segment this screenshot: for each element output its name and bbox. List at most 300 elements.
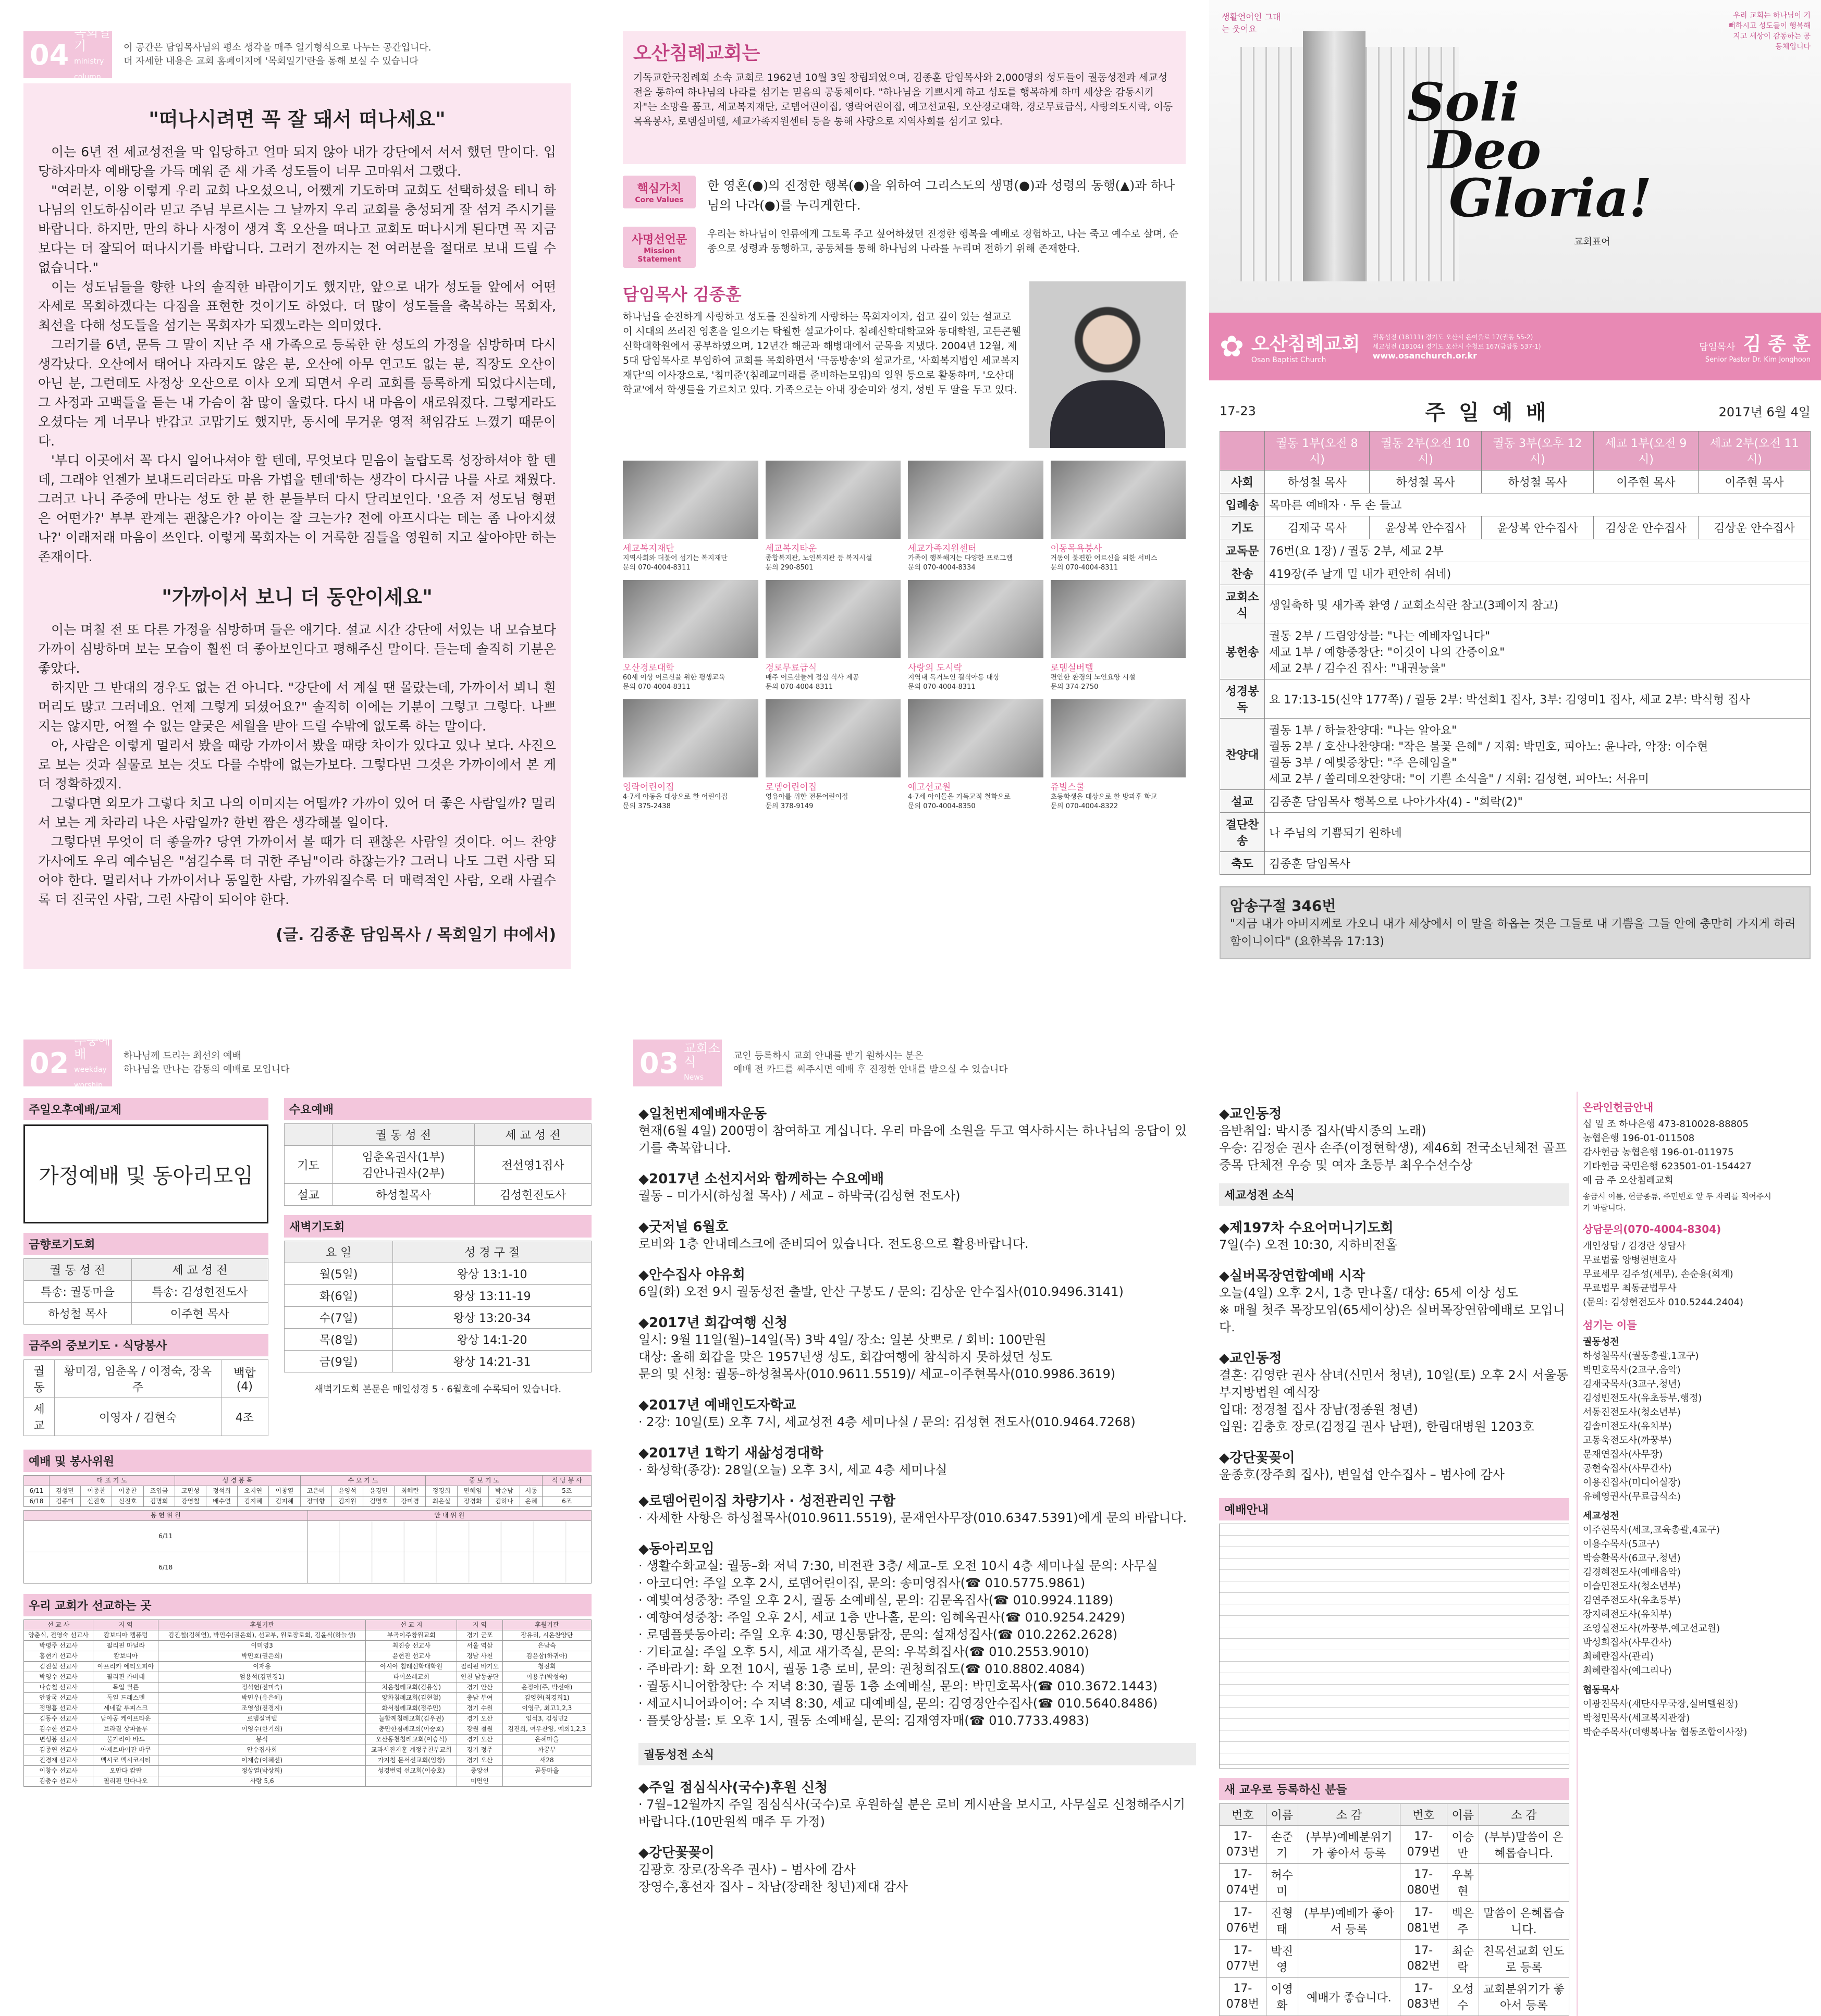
- dawn-cell: 목(8일): [285, 1329, 393, 1351]
- duty-cell: 배수연: [206, 1496, 237, 1507]
- service-cell: [1265, 624, 1811, 679]
- news-title: ◆주일 점심식사(국수)후원 신청: [638, 1780, 828, 1796]
- ministry-name: 이동목욕봉사: [1050, 543, 1102, 554]
- duty-cell: 김지혜: [238, 1496, 269, 1507]
- staff-group-3: 협동목사: [1583, 1685, 1619, 1696]
- dawn-row: [285, 1285, 592, 1307]
- mission-cell: 로뎀실버텔: [158, 1714, 366, 1724]
- wednesday-cell: 전선영1집사: [474, 1146, 591, 1184]
- staff-header: 섬기는 이들: [1583, 1319, 1637, 1331]
- duty-cell: 김지혜: [269, 1496, 300, 1507]
- new-member-cell: 17-074번: [1220, 1864, 1266, 1902]
- mission-cell: 강원 철원: [457, 1724, 502, 1735]
- counsel-item: 무료법률 양병현변호사: [1583, 1255, 1677, 1266]
- ministry-photo: [1051, 580, 1186, 658]
- mission-row: [24, 1735, 592, 1745]
- staff-item: 조영실전도사(까꿍부,예고선교원): [1583, 1623, 1720, 1634]
- mission-cell: [502, 1776, 591, 1787]
- service-cell: 하성철 목사: [1370, 471, 1482, 493]
- new-member-cell: 말씀이 은혜롭습니다.: [1479, 1902, 1569, 1940]
- duty-cell: 오지연: [238, 1486, 269, 1496]
- news-list: [638, 1103, 1196, 1729]
- new-member-cell: 이영화: [1266, 1978, 1298, 2016]
- news-body: · 생활수화교실: 궐동–화 저녁 7:30, 비전관 3층/ 세교–토 오전 10시 4층 세미나실 문의: 사무실 · 아코디언: 주일 오후 2시, 로뎀어린이집, 문의: 송미영집사(☎ 010.5775.9861) · 예빛여성중창: 주일 오후 2시, 궐동 소예배실, 문의: 김문옥집사(☎ 010.9924.1189) · 예향여성중창: 주일 오후 2시, 세교 1층 만나홀, 문의: 임혜옥권사(☎ 010.9254.2429) · 로뎀플룻동아리: 주일 오후 4:30, 명신통닭장, 문의: 설재성집사(☎ 010.2262.2628) · 기타교실: 주일 오후 5시, 세교 새가족실, 문의: 우복희집사(☎ 010.2553.9010) · 주바라기: 화 오전 10시, 궐동 1층 로비, 문의: 권청희집도(☎ 010.8802.4084) · 궐동시니어합창단: 수 저녁 8:30, 궐동 1층 소예배실, 문의: 박민호목사(☎ 010.3672.1443) · 세교시니어콰이어: 수 저녁 8:30, 세교 대예배실, 문의: 김영경안수집사(☎ 010.5640.8486) · 플룻앙상블: 토 오후 1시, 궐동 소예배실, 문의: 김재영자매(☎ 010.7733.4983): [638, 1559, 1158, 1728]
- ministry-card: [766, 461, 901, 573]
- dawn-header: 성 경 구 절: [393, 1241, 592, 1263]
- pastor-name: 김 종 훈: [1743, 333, 1811, 355]
- staff-group-1: 궐동성전: [1583, 1337, 1619, 1347]
- mission-row: [24, 1683, 592, 1693]
- guide-header: 안 내 위 원: [307, 1511, 592, 1521]
- duty-cell: 정경희: [426, 1486, 457, 1496]
- mission-cell: 나승철 선교사: [24, 1683, 93, 1693]
- new-member-row: [1220, 1978, 1569, 2016]
- mission-field-table: [23, 1619, 592, 1787]
- column-body-2: [38, 620, 556, 909]
- cover-title-1: Soli: [1407, 71, 1519, 133]
- mission-row: [24, 1651, 592, 1662]
- duty-row: [24, 1496, 592, 1507]
- counsel-item: 무료세무 김주성(세무), 손순용(회계): [1583, 1269, 1733, 1280]
- friday-prayer-table: [23, 1258, 268, 1325]
- new-member-header: 번호: [1400, 1804, 1447, 1826]
- column-panel: [23, 83, 571, 969]
- new-member-cell: 오성수: [1447, 1978, 1479, 2016]
- ministry-contact: 문의 070-4004-8311: [623, 564, 691, 572]
- mission-cell: 양화침례교회(김현철): [366, 1693, 457, 1703]
- mission-cell: 처음침례교회(김용상): [366, 1683, 457, 1693]
- new-member-cell: [1298, 1940, 1400, 1978]
- ministry-desc: 편안한 환경의 노인요양 시설: [1050, 674, 1136, 682]
- news-body: 오늘(4일) 오후 2시, 1층 만나홀/ 대상: 65세 이상 성도 ※ 매월 첫주 목장모임(65세이상)은 실버목장연합예배로 모입니다.: [1219, 1285, 1565, 1334]
- ministry-contact: 문의 070-4004-8322: [1050, 802, 1118, 810]
- account-item: 예 금 주 오산침례교회: [1583, 1175, 1674, 1186]
- duty-cell: 김지원: [331, 1496, 363, 1507]
- service-line: 세교 2부 / 쏠리데오찬양대: "이 기쁜 소식을" / 지휘: 김성현, 피아노: 서유미: [1269, 773, 1650, 786]
- mission-cell: 정상열(박상희): [158, 1766, 366, 1776]
- ministry-desc: 초등학생을 대상으로 한 방과후 학교: [1050, 793, 1158, 801]
- column-paragraph: 그러기를 6년, 문득 그 말이 지난 주 새 가족으로 등록한 한 성도의 가정을 심방하며 다시 생각났다. 오산에서 태어나 자라지도 않은 분, 오산에 아무 연고도 없는 분, 직장도 오산이 아닌 분, 그런데도 사정상 오산으로 이사 오게 되면서 우리 교회를 등록하게 되었다시는데, 그 사정과 고백들을 듣는 내 가슴이 참 많이 울렸다. 다시 내 마음이 새로워졌다. 그렇게라도 오셨다는 게 너무나 반갑고 고맙기도 했지만, 동시에 무거운 영적 책임감도 느꼈기 때문이다.: [38, 337, 556, 449]
- service-cell: 김종훈 담임목사 행복으로 나아가자(4) - "희락(2)": [1265, 790, 1811, 813]
- ministry-contact: 문의 378-9149: [765, 802, 814, 810]
- gwol-news-header: 궐동성전 소식: [638, 1743, 1196, 1765]
- mission-cell: 필리핀 마닐라: [93, 1641, 158, 1651]
- duty-cell: 민혜임: [457, 1486, 488, 1496]
- mission-cell: 경남 사천: [457, 1651, 502, 1662]
- section-desc-2: 하나님을 만나는 감동의 예배로 모입니다: [124, 1064, 290, 1075]
- bulletin-number: 17-23: [1220, 403, 1256, 418]
- mission-cell: 남아공 케이프타운: [93, 1714, 158, 1724]
- staff-item: 최혜란집사(예그리나): [1583, 1665, 1672, 1676]
- duty-date: 6/18: [24, 1496, 50, 1507]
- cover-title-3: Gloria!: [1449, 167, 1652, 229]
- church-name: 오산침례교회: [1251, 333, 1360, 355]
- service-guide-header: 예배안내: [1219, 1498, 1569, 1520]
- ministry-name: 쥬빌스쿨: [1050, 782, 1085, 793]
- mission-cell: 필리핀 민다나오: [93, 1776, 158, 1787]
- ministry-desc: 매주 어르신들께 점심 식사 제공: [765, 674, 859, 682]
- mission-cell: 박민호(권은희): [158, 1651, 366, 1662]
- ministry-photo: [623, 699, 758, 777]
- account-item: 감사헌금 농협은행 196-01-011975: [1583, 1147, 1734, 1158]
- duty-cell: 강영철: [175, 1496, 206, 1507]
- ministry-card: [1051, 461, 1186, 573]
- service-row-label: 찬송: [1220, 562, 1265, 585]
- mission-header: 지 역: [93, 1620, 158, 1630]
- service-line: 세교 2부 / 김수진 집사: "내권능을": [1269, 662, 1446, 675]
- service-row: [1220, 790, 1811, 813]
- mission-header: 후원기관: [502, 1620, 591, 1630]
- mission-cell: 경기 오산: [457, 1735, 502, 1745]
- column-body-1: [38, 142, 556, 566]
- sidebar: [1577, 1092, 1780, 2016]
- section-number: 02: [30, 1046, 69, 1080]
- service-row-label: 성경봉독: [1220, 679, 1265, 719]
- mission-cell: 늘함께침례교회(김우권): [366, 1714, 457, 1724]
- page-church-intro: [623, 31, 1186, 974]
- ministry-name: 로뎀어린이집: [765, 782, 817, 793]
- new-member-cell: 백은주: [1447, 1902, 1479, 1940]
- church-website[interactable]: www.osanchurch.or.kr: [1372, 351, 1477, 361]
- dawn-cell: 왕상 13:11-19: [393, 1285, 592, 1307]
- friday-row: [24, 1303, 268, 1325]
- dawn-row: [285, 1329, 592, 1351]
- service-line: 궐동 3부 / 예빛중창단: "주 은혜임을": [1269, 757, 1457, 770]
- mission-cell: 홍현기 선교사: [24, 1651, 93, 1662]
- weekly-prayer-table: [23, 1359, 268, 1436]
- mission-row: [24, 1755, 592, 1766]
- mission-cell: 새28: [502, 1755, 591, 1766]
- service-date: 2017년 6월 4일: [1718, 405, 1811, 419]
- mission-cell: 김진철(김혜연), 박민수(권은희), 선교부, 원로장로회, 김윤식(하늘생): [158, 1630, 366, 1641]
- new-member-header: 번호: [1220, 1804, 1266, 1826]
- dawn-cell: 왕상 13:20-34: [393, 1307, 592, 1329]
- new-member-cell: 17-079번: [1400, 1826, 1447, 1864]
- staff-item: 장지혜전도사(유치부): [1583, 1609, 1672, 1620]
- ministry-contact: 문의 070-4004-8350: [908, 802, 976, 810]
- cover-tower: [1303, 31, 1365, 281]
- mission-cell: 부곡이주창원교회: [366, 1630, 457, 1641]
- duty-group-header: 중 보 기 도: [426, 1476, 543, 1486]
- ministry-photo: [623, 461, 758, 539]
- service-row-label: 기도: [1220, 516, 1265, 539]
- section-desc-1: 하나님께 드리는 최선의 예배: [124, 1050, 241, 1061]
- service-row-label: 찬양대: [1220, 719, 1265, 790]
- wednesday-header: 수요예배: [284, 1098, 592, 1120]
- dawn-cell: 왕상 14:21-31: [393, 1351, 592, 1372]
- church-address-2: 세교성전 (18104) 경기도 오산시 수청로 167(금암동 537-1): [1372, 343, 1541, 350]
- column-paragraph: 하지만 그 반대의 경우도 없는 건 아니다. "강단에 서 계실 땐 몰랐는데, 가까이서 뵈니 흰머리도 많고 그러네요. 언제 그렇게 되셨어요?" 솔직히 이에는 기분이 그렇고 그렇다. 나쁘지는 않지만, 어쩔 수 없는 얄궂은 세월을 받아 드릴 수밖에 없도록 하는 말이다.: [38, 680, 556, 734]
- mission-cell: 가지침 문서선교회(임창): [366, 1755, 457, 1766]
- ministry-desc: 60세 이상 어르신을 위한 평생교육: [623, 674, 725, 682]
- section-desc-1: 교인 등록하시 교회 안내를 받기 원하시는 분은: [733, 1050, 924, 1061]
- news-body: · 7월–12월까지 주일 점심식사(국수)로 후원하실 분은 로비 게시판을 보시고, 사무실로 신청해주시기 바랍니다.(10만원씩 매주 두 가정): [638, 1797, 1186, 1829]
- mission-cell: 김동수 선교사: [24, 1714, 93, 1724]
- duty-group-header: 수 요 기 도: [300, 1476, 426, 1486]
- service-column-header: 궐동 3부(오후 12시): [1482, 431, 1594, 471]
- section-number: 03: [639, 1046, 679, 1080]
- new-member-header: 소 감: [1479, 1804, 1569, 1826]
- new-member-cell: 박진영: [1266, 1940, 1298, 1978]
- duty-cell: 최은실: [426, 1496, 457, 1507]
- cover-banner: [1209, 0, 1821, 313]
- mission-cell: 골동마을: [502, 1766, 591, 1776]
- ministry-card: [908, 461, 1043, 573]
- wednesday-cell: 기도: [285, 1146, 333, 1184]
- service-cell: 김상운 안수집사: [1593, 516, 1698, 539]
- service-line: 궐동 2부 / 호산나찬양대: "작은 불꽃 은혜" / 지휘: 박민호, 피아노: 윤나라, 악장: 이수현: [1269, 740, 1708, 753]
- new-member-cell: 손준기: [1266, 1826, 1298, 1864]
- new-member-cell: (부부)예배분위기가 좋아서 등록: [1298, 1826, 1400, 1864]
- wednesday-cell: 하성철목사: [333, 1184, 475, 1206]
- service-line: 궐동 1부 / 하늘찬양대: "나는 알아요": [1269, 724, 1457, 737]
- mission-row: [24, 1714, 592, 1724]
- service-row-label: 교회소식: [1220, 585, 1265, 624]
- news-body: 음반취입: 박시종 집사(박시종의 노래) 우승: 김정순 권사 손주(이정현학생), 제46회 전국소년체전 골프중목 단체전 우승 및 여자 초등부 최우수선수상: [1219, 1123, 1567, 1172]
- mission-cell: 김수한 선교사: [24, 1724, 93, 1735]
- new-member-header: 소 감: [1298, 1804, 1400, 1826]
- staff-item: 고동욱전도사(까꿍부): [1583, 1435, 1672, 1446]
- service-column-header: 궐동 2부(오전 10시): [1370, 431, 1482, 471]
- news-body: 로비와 1층 안내데스크에 준비되어 있습니다. 전도용으로 활용바랍니다.: [638, 1236, 1029, 1251]
- staff-item: 서동진전도사(청소년부): [1583, 1407, 1681, 1418]
- mission-cell: 경기 군포: [457, 1630, 502, 1641]
- ministry-photo: [766, 461, 901, 539]
- mission-cell: 캄보디아 캠퐁텀: [93, 1630, 158, 1641]
- duty-cell: 김종미: [49, 1496, 80, 1507]
- ministry-card: [908, 580, 1043, 692]
- dawn-cell: 화(6일): [285, 1285, 393, 1307]
- new-member-cell: 17-081번: [1400, 1902, 1447, 1940]
- counsel-item: 무료법무 최동균법무사: [1583, 1283, 1677, 1294]
- staff-item: 이용진집사(미디어실장): [1583, 1477, 1681, 1488]
- memory-verse: [1220, 886, 1811, 959]
- mission-cell: 이미영3: [158, 1641, 366, 1651]
- staff-item: 박청민목사(세교복지관장): [1583, 1713, 1690, 1724]
- cover-slogan-small: 생활언어인 그대는 웃어요: [1222, 12, 1281, 34]
- service-cell: 나 주님의 기쁨되기 원하네: [1265, 813, 1811, 852]
- mission-cell: 오산동천침례교회(이승식): [366, 1735, 457, 1745]
- mission-cell: 안광국 선교사: [24, 1693, 93, 1703]
- mission-row: [24, 1703, 592, 1714]
- mission-cell: 성경번역 선교회(이승호): [366, 1766, 457, 1776]
- duty-cell: 고은미: [300, 1486, 331, 1496]
- column-paragraph: '부디 이곳에서 꼭 다시 일어나셔야 할 텐데, 무엇보다 믿음이 놀랍도록 성장하셔야 할 텐데, 그래야 언젠가 보내드리더라도 마음 가볍을 텐데'하는 생각이 다시금 나를 사로 채웠다. 그러고 나니 주중에 만나는 성도 한 분 한 분들부터 다시 달리보인다. '요즘 저 성도님 형편은 어떤가?' 부부 관계는 괜찮은가? 아이는 잘 크는가? 전에 아프시다는 데는 좀 나아지셨나?' 이래저래 마음이 쓰인다. 이렇게 목회자는 이 거룩한 짐들을 영원히 지고 살아야만 하는 존재이다.: [38, 453, 556, 564]
- ministry-contact: 문의 070-4004-8311: [1050, 564, 1118, 572]
- weekly-cell: 황미경, 임춘옥 / 이정숙, 장옥주: [55, 1360, 221, 1398]
- friday-header: 세 교 성 전: [131, 1259, 268, 1281]
- mission-cell: 양춘식, 전영숙 선교사: [24, 1630, 93, 1641]
- sunday-afternoon-header: 주일오후예배/교제: [23, 1098, 268, 1120]
- ministry-card: [1051, 580, 1186, 692]
- pastor-bio: 하나님을 순진하게 사랑하고 성도를 진실하게 사랑하는 목회자이자, 쉽고 깊이 있는 설교로 이 시대의 쓰러진 영혼을 일으키는 탁월한 설교가이다. 침례신학대학교와 동대학원, 고든콘웰신학대학원에서 공부하였으며, 12년간 해군과 해병대에서 군목을 지냈다. 2004년 12월, 제5대 담임목사로 부임하여 교회를 목회하면서 '극동방송'의 설교가로, '사회복지법인 세교복지재단'의 이사장으로, '침미준'(침례교미래를 준비하는모임)의 일원 등으로 활동하며, '오산대학교'에서 학생들을 가르치고 있다. 가족으로는 아내 장순미와 성지, 성빈 두 딸을 두고 있다.: [623, 311, 1021, 395]
- new-members-table: [1219, 1803, 1569, 2016]
- mission-cell: 브라질 상파울루: [93, 1724, 158, 1735]
- mission-cell: 박민우(유은혜): [158, 1693, 366, 1703]
- new-member-cell: 17-082번: [1400, 1940, 1447, 1978]
- news-title: ◆동아리모임: [638, 1541, 715, 1557]
- duty-cell: 5조: [543, 1486, 592, 1496]
- church-name-en: Osan Baptist Church: [1251, 355, 1326, 364]
- service-row: [1220, 719, 1811, 790]
- staff-item: 박순주목사(더행복나눔 협동조합이사장): [1583, 1727, 1748, 1738]
- column-paragraph: 그렇다면 외모가 그렇다 치고 나의 이미지는 어떨까? 가까이 있어 더 좋은 사람일까? 멀리서 보는 게 차라리 나은 사람일까? 한번 짬은 생각해볼 일이다.: [38, 796, 556, 830]
- service-cell: 하성철 목사: [1482, 471, 1594, 493]
- duty-cell: 김명희: [143, 1496, 175, 1507]
- duty-cell: 정석희: [206, 1486, 237, 1496]
- staff-item: 이용수목사(5교구): [1583, 1539, 1660, 1550]
- friday-cell: 특송: 김성현전도사: [131, 1281, 268, 1303]
- service-row-label: 봉헌송: [1220, 624, 1265, 679]
- dawn-cell: 왕상 14:1-20: [393, 1329, 592, 1351]
- news-body: 일시: 9월 11일(월)–14일(목) 3박 4일/ 장소: 일본 삿뽀로 / 회비: 100만원 대상: 올해 회갑을 맞은 1957년생 성도, 회갑여행에 참석하지 못하셨던 성도 문의 및 신청: 궐동–하성철목사(010.9611.5519)/ 세교–이주현목사(010.9986.3619): [638, 1332, 1116, 1381]
- staff-item: 김연주전도사(유초등부): [1583, 1595, 1681, 1606]
- news-title: ◆굿저널 6월호: [638, 1219, 729, 1235]
- gwol-news-list: [638, 1777, 1196, 1896]
- service-guide-table: [1219, 1524, 1569, 1768]
- sunday-service-table: [1220, 431, 1811, 875]
- duty-cell: 윤경민: [363, 1486, 394, 1496]
- column-title-1: "떠나시려면 꼭 잘 돼서 떠나세요": [149, 108, 446, 131]
- duty-cell: 은혜: [520, 1496, 543, 1507]
- ministry-photo: [766, 580, 901, 658]
- duty-cell: 윤영석: [331, 1486, 363, 1496]
- ministry-contact: 문의 070-4004-8311: [908, 683, 976, 691]
- verse-title: 암송구절 346번: [1230, 897, 1336, 914]
- friday-header: 궐 동 성 전: [24, 1259, 132, 1281]
- ministry-name: 세교복지재단: [623, 543, 674, 554]
- dawn-row: [285, 1263, 592, 1285]
- news-title: ◆안수집사 야유회: [638, 1267, 745, 1283]
- duty-cell: 고민성: [175, 1486, 206, 1496]
- sekyo-news-list: [1219, 1217, 1569, 1483]
- mission-cell: 타이쓰레교회: [366, 1672, 457, 1683]
- mission-cell: 김진실 선교사: [24, 1662, 93, 1672]
- ministry-desc: 영유아를 위한 전문어린이집: [765, 793, 848, 801]
- staff-item: 박성희집사(사무간사): [1583, 1637, 1672, 1648]
- intro-panel: [623, 31, 1186, 164]
- mission-cell: 봉식: [158, 1735, 366, 1745]
- mission-cell: 까꿍부: [502, 1745, 591, 1755]
- ministry-card: [623, 699, 758, 811]
- wednesday-header: [285, 1124, 333, 1146]
- wednesday-row: [285, 1184, 592, 1206]
- duty-cell: 장미향: [300, 1496, 331, 1507]
- new-member-cell: 허수미: [1266, 1864, 1298, 1902]
- service-cell: 이주현 목사: [1699, 471, 1811, 493]
- column-title-2: "가까이서 보니 더 동안이세요": [162, 586, 433, 609]
- mission-cell: 서울 역삼: [457, 1641, 502, 1651]
- new-member-cell: 17-083번: [1400, 1978, 1447, 2016]
- mission-row: [24, 1776, 592, 1787]
- service-cell: 김종훈 담임목사: [1265, 852, 1811, 875]
- news-title: ◆2017년 회갑여행 신청: [638, 1315, 788, 1331]
- duty-cell: 최혜란: [395, 1486, 426, 1496]
- news-title: ◆로뎀어린이집 차량기사 · 성전관리인 구함: [638, 1493, 896, 1509]
- pastor-name-en: Senior Pastor Dr. Kim Jonghoon: [1705, 356, 1811, 364]
- mission-cell: 이재승(이혜선): [158, 1755, 366, 1766]
- new-member-row: [1220, 1826, 1569, 1864]
- ministry-name: 사랑의 도시락: [908, 663, 962, 673]
- ministry-photo: [766, 699, 901, 777]
- cover-title-2: Deo: [1428, 119, 1542, 181]
- dawn-cell: 수(7일): [285, 1307, 393, 1329]
- mission-cell: 조영성(진경지): [158, 1703, 366, 1714]
- mission-cell: 오만다 캄판: [93, 1766, 158, 1776]
- service-row: [1220, 624, 1811, 679]
- dawn-prayer-table: [284, 1241, 592, 1372]
- service-row: [1220, 852, 1811, 875]
- pastor-title: 담임목사 김종훈: [623, 285, 742, 304]
- mission-cell: 경기 수원: [457, 1703, 502, 1714]
- pastor-photo: [1029, 281, 1186, 448]
- ministry-desc: 지역내 독거노인 결식아동 대상: [908, 674, 1000, 682]
- news-title: ◆실버목장연합예배 시작: [1219, 1268, 1365, 1284]
- section-tab: [23, 1033, 112, 1090]
- staff-group-2: 세교성전: [1583, 1511, 1619, 1522]
- new-member-cell: 우복현: [1447, 1864, 1479, 1902]
- mission-cell: 아시아 침례신학대학원: [366, 1662, 457, 1672]
- wednesday-cell: 김성현전도사: [474, 1184, 591, 1206]
- section-desc-2: 더 자세한 내용은 교회 홈페이지에 '목회일기'란을 통해 보실 수 있습니다: [124, 56, 419, 67]
- mission-cell: 미면인: [457, 1776, 502, 1787]
- news-title: ◆강단꽃꽂이: [1219, 1450, 1295, 1466]
- service-cell: 이주현 목사: [1593, 471, 1698, 493]
- news-title: ◆일천번제예배자운동: [638, 1106, 767, 1122]
- mission-text: 우리는 하나님이 인류에게 그토록 주고 싶어하셨던 진정한 행복을 예배로 경험하고, 나는 죽고 예수로 살며, 순종으로 성령과 동행하고, 공동체를 통해 하나님의 나라를 누리며 전하기 위해 존재한다.: [707, 228, 1179, 254]
- ministry-photo: [908, 580, 1043, 658]
- news-title: ◆2017년 1학기 새삶성경대학: [638, 1445, 823, 1461]
- new-member-cell: 17-078번: [1220, 1978, 1266, 2016]
- ministry-contact: 문의 375-2438: [623, 802, 671, 810]
- duty-group-header: 대 표 기 도: [49, 1476, 175, 1486]
- mission-cell: 은남숙: [502, 1641, 591, 1651]
- mission-row: [24, 1693, 592, 1703]
- duty-table: [23, 1475, 592, 1507]
- counsel-header: 상담문의(070-4004-8304): [1583, 1223, 1721, 1235]
- duty-row: [24, 1486, 592, 1496]
- mission-cell: 경기 정주: [457, 1745, 502, 1755]
- news-body: 6일(화) 오전 9시 궐동성전 출발, 안산 구봉도 / 문의: 김상운 안수집사(010.9496.3141): [638, 1284, 1124, 1299]
- mission-row: [24, 1672, 592, 1683]
- service-cell: 목마른 예배자 · 두 손 들고: [1265, 493, 1811, 516]
- mission-cell: 멕시코 멕시코시티: [93, 1755, 158, 1766]
- weekly-cell: 이영자 / 김현숙: [55, 1398, 221, 1436]
- friday-prayer-header: 금향로기도회: [23, 1233, 268, 1255]
- duty-cell: 조입금: [143, 1486, 175, 1496]
- service-cell: 요 17:13-15(신약 177쪽) / 궐동 2부: 박선희1 집사, 3부: 김영미1 집사, 세교 2부: 박식형 집사: [1265, 679, 1811, 719]
- mission-cell: 이영수(한기희): [158, 1724, 366, 1735]
- ministry-contact: 문의 070-4004-8311: [623, 683, 691, 691]
- mission-cell: 김진희, 여우찬양, 예회1,2,3: [502, 1724, 591, 1735]
- section-tab-en: weekday worship: [74, 1066, 107, 1090]
- ministry-photo: [1051, 461, 1186, 539]
- ministry-name: 오산경로대학: [623, 663, 674, 673]
- offering-guide-table: 봉 헌 위 원 안 내 위 원 6/11 6/18: [23, 1510, 592, 1584]
- news-title: ◆2017년 소선지서와 함께하는 수요예배: [638, 1171, 884, 1187]
- dawn-cell: 월(5일): [285, 1263, 393, 1285]
- service-row-label: 교독문: [1220, 539, 1265, 562]
- new-members-header: 새 교우로 등록하신 분들: [1219, 1778, 1569, 1800]
- ministry-desc: 종합복지관, 노인복지관 등 복지시설: [765, 554, 872, 562]
- service-cell: 하성철 목사: [1265, 471, 1370, 493]
- service-row: [1220, 471, 1811, 493]
- wednesday-row: [285, 1146, 592, 1184]
- mission-cell: 이용주(박성숙): [502, 1672, 591, 1683]
- column-paragraph: 이는 성도님들을 향한 나의 솔직한 바람이기도 했지만, 앞으로 내가 성도들 앞에서 어떤 자세로 목회하겠다는 다짐을 표현한 것이기도 하였다. 더 많이 성도들을 축복하는 목회자, 최선을 다해 성도들을 섬기는 목회자가 되겠노라는 의미였다.: [38, 279, 556, 333]
- mission-label: 사명선언문 Mission Statement: [623, 227, 696, 268]
- mission-cell: 박평주 선교사: [24, 1641, 93, 1651]
